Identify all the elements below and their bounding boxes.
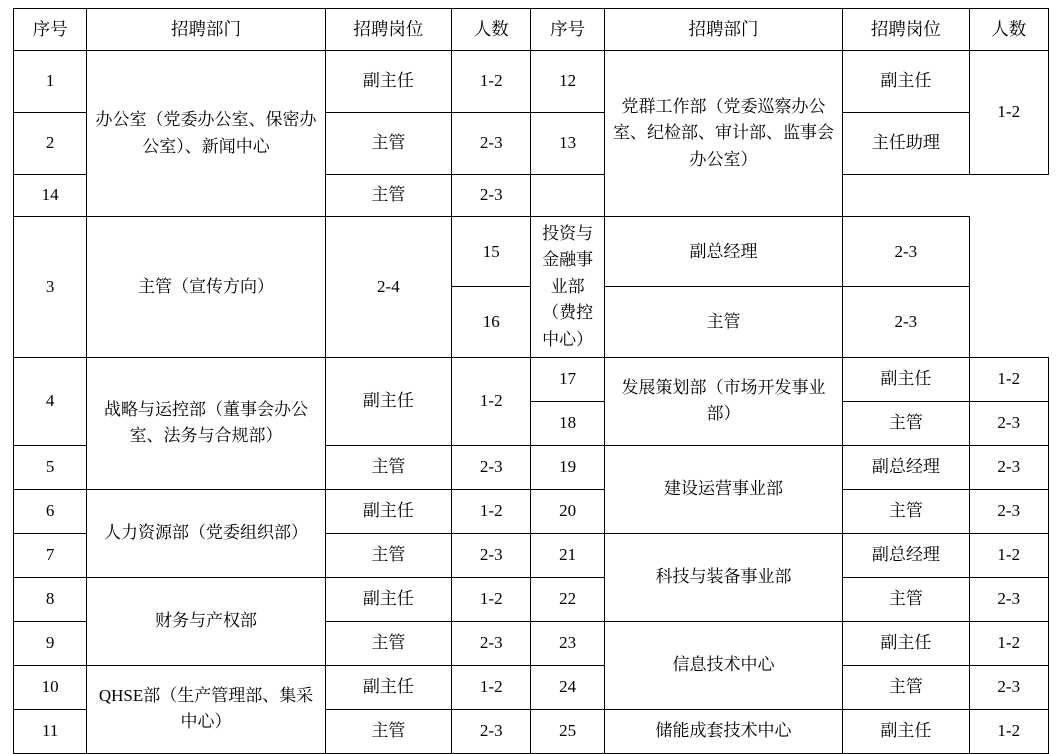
- cell-position: 主管: [325, 709, 451, 753]
- cell-count: 2-3: [452, 621, 531, 665]
- header-cell-position-left: 招聘岗位: [325, 9, 451, 51]
- cell-index: 4: [14, 357, 87, 445]
- cell-index: 17: [531, 357, 604, 401]
- cell-count: 1-2: [969, 533, 1048, 577]
- table-header-row: [14, 9, 1049, 51]
- cell-department: 党群工作部（党委巡察办公室、纪检部、审计部、监事会办公室）: [604, 51, 842, 217]
- cell-count: 1-2: [969, 51, 1048, 175]
- cell-count: 2-3: [969, 665, 1048, 709]
- cell-index: 24: [531, 665, 604, 709]
- header-cell-position-right: 招聘岗位: [843, 9, 969, 51]
- cell-index: 16: [452, 287, 531, 357]
- cell-index: 1: [14, 51, 87, 113]
- cell-count: 2-3: [843, 287, 969, 357]
- cell-position: 主管: [325, 533, 451, 577]
- cell-position: 副主任: [325, 577, 451, 621]
- cell-position: 副总经理: [604, 217, 842, 287]
- cell-count: 2-3: [969, 577, 1048, 621]
- cell-department: 发展策划部（市场开发事业部）: [604, 357, 842, 445]
- cell-position: 主管: [325, 113, 451, 175]
- cell-position: 副总经理: [843, 445, 969, 489]
- cell-index: 11: [14, 709, 87, 753]
- table-row: [14, 51, 1049, 113]
- cell-department: 投资与金融事业部（费控中心）: [531, 217, 604, 358]
- cell-index: 9: [14, 621, 87, 665]
- header-cell-index-left: 序号: [14, 9, 87, 51]
- cell-position: 副主任: [843, 621, 969, 665]
- cell-count: 1-2: [452, 665, 531, 709]
- cell-count: 2-3: [969, 445, 1048, 489]
- cell-index: 12: [531, 51, 604, 113]
- cell-index: 2: [14, 113, 87, 175]
- cell-department: 科技与装备事业部: [604, 533, 842, 621]
- cell-department: 储能成套技术中心: [604, 709, 842, 753]
- cell-count: 1-2: [969, 357, 1048, 401]
- table-body: [14, 51, 1049, 754]
- cell-count: 2-3: [843, 217, 969, 287]
- table-row: [14, 357, 1049, 401]
- cell-count: 1-2: [452, 489, 531, 533]
- table-row: [14, 577, 1049, 621]
- table-row: [14, 217, 1049, 287]
- cell-position: 主任助理: [843, 113, 969, 175]
- cell-count: 1-2: [969, 709, 1048, 753]
- cell-position: 副主任: [325, 357, 451, 445]
- cell-index: 22: [531, 577, 604, 621]
- cell-index: 13: [531, 113, 604, 175]
- cell-index: 20: [531, 489, 604, 533]
- cell-index: 21: [531, 533, 604, 577]
- cell-department: 人力资源部（党委组织部）: [87, 489, 325, 577]
- cell-position: 主管: [325, 621, 451, 665]
- cell-position: 副主任: [843, 709, 969, 753]
- cell-position: 主管: [843, 665, 969, 709]
- cell-count: 2-3: [969, 401, 1048, 445]
- cell-count: 2-3: [452, 113, 531, 175]
- cell-position: 副主任: [325, 489, 451, 533]
- cell-department: 办公室（党委办公室、保密办公室）、新闻中心: [87, 51, 325, 217]
- cell-index: 10: [14, 665, 87, 709]
- header-cell-index-right: 序号: [531, 9, 604, 51]
- cell-department: 战略与运控部（董事会办公室、法务与合规部）: [87, 357, 325, 489]
- cell-position: 副总经理: [843, 533, 969, 577]
- cell-department: 信息技术中心: [604, 621, 842, 709]
- cell-index: 23: [531, 621, 604, 665]
- cell-count: 1-2: [452, 577, 531, 621]
- table-row: [14, 489, 1049, 533]
- cell-index: 18: [531, 401, 604, 445]
- cell-count: 2-3: [452, 445, 531, 489]
- cell-index: 8: [14, 577, 87, 621]
- cell-index: 7: [14, 533, 87, 577]
- cell-position: 主管: [843, 401, 969, 445]
- cell-position: 副主任: [843, 357, 969, 401]
- cell-index: 19: [531, 445, 604, 489]
- cell-count: 2-3: [452, 533, 531, 577]
- cell-position: 主管: [604, 287, 842, 357]
- table-header: [14, 9, 1049, 51]
- cell-count: 2-4: [325, 217, 451, 358]
- recruitment-table: [13, 8, 1049, 754]
- header-cell-department-left: 招聘部门: [87, 9, 325, 51]
- header-cell-count-right: 人数: [969, 9, 1048, 51]
- cell-count: 2-3: [452, 709, 531, 753]
- cell-index: 6: [14, 489, 87, 533]
- cell-count: 2-3: [452, 175, 531, 217]
- cell-index: 25: [531, 709, 604, 753]
- cell-position: 副主任: [325, 665, 451, 709]
- cell-count: 2-3: [969, 489, 1048, 533]
- cell-position: 副主任: [325, 51, 451, 113]
- cell-department: 财务与产权部: [87, 577, 325, 665]
- cell-index: 3: [14, 217, 87, 358]
- cell-index: 15: [452, 217, 531, 287]
- cell-department: 建设运营事业部: [604, 445, 842, 533]
- cell-position: 主管: [325, 445, 451, 489]
- cell-position: 主管: [843, 577, 969, 621]
- cell-index: 5: [14, 445, 87, 489]
- cell-position: 副主任: [843, 51, 969, 113]
- header-cell-department-right: 招聘部门: [604, 9, 842, 51]
- cell-index: 14: [14, 175, 87, 217]
- header-cell-count-left: 人数: [452, 9, 531, 51]
- cell-position: 主管: [325, 175, 451, 217]
- cell-department: QHSE部（生产管理部、集采中心）: [87, 665, 325, 753]
- cell-count: 1-2: [452, 357, 531, 445]
- cell-count: 1-2: [969, 621, 1048, 665]
- cell-count: 1-2: [452, 51, 531, 113]
- table-row: [14, 665, 1049, 709]
- cell-position: 主管: [843, 489, 969, 533]
- cell-position: 主管（宣传方向）: [87, 217, 325, 358]
